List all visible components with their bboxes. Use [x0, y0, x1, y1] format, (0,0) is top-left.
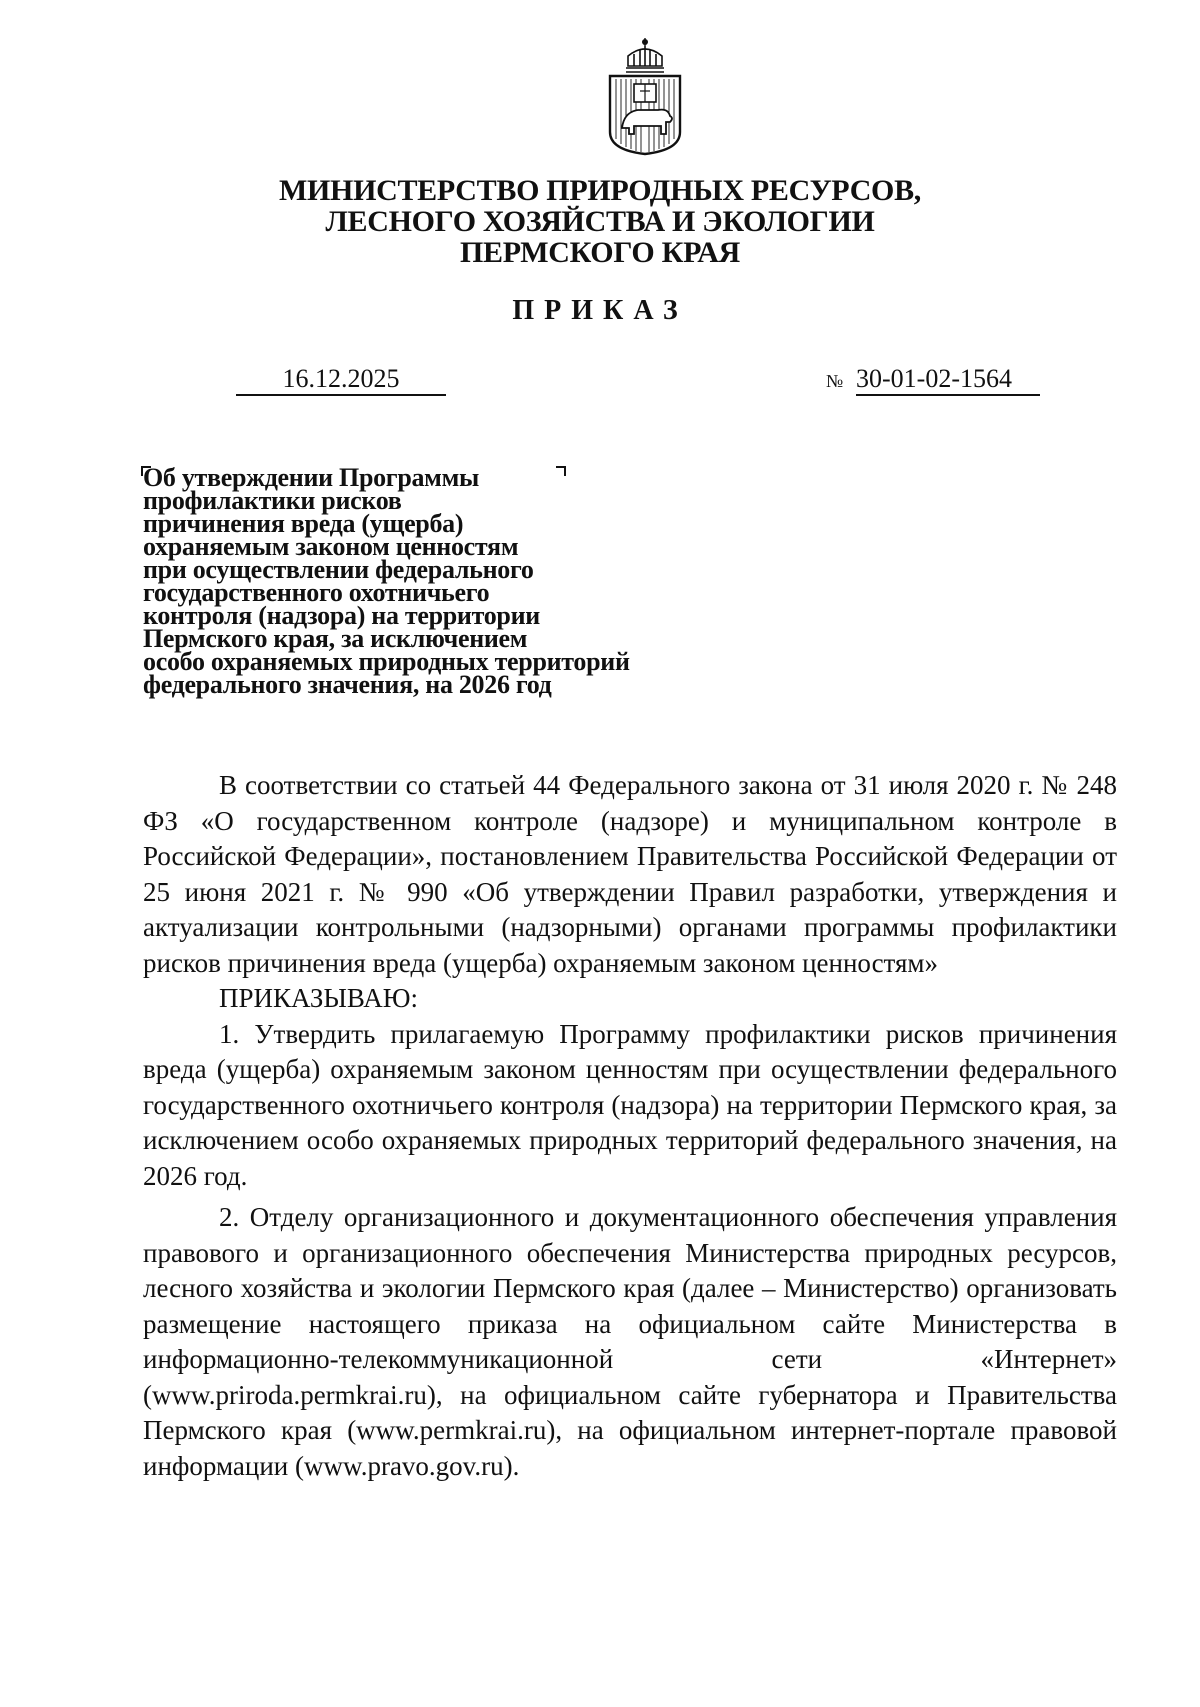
ministry-name-line: МИНИСТЕРСТВО ПРИРОДНЫХ РЕСУРСОВ, — [278, 174, 922, 207]
subject-line: особо охраняемых природных территорий — [143, 647, 630, 676]
order-item-2: 2. Отделу организационного и документационного обеспечения управления правового и организационного обеспечения Министерства природных ресурсов, лесного хозяйства и экологии Пермского края (далее – Министерство) организовать размещение настоящего приказа на официальном сайте Министерства в информационно-телекоммуникационной сети «Интернет» (www.priroda.permkrai.ru), на официальном сайте губернатора и Правительства Пермского края (www.permkrai.ru), на официальном интернет-портале правовой информации (www.pravo.gov.ru). — [143, 1202, 1117, 1481]
subject-line: причинения вреда (ущерба) — [143, 509, 464, 538]
subject-line: Пермского края, за исключением — [143, 624, 528, 653]
document-date: 16.12.2025 — [236, 364, 446, 396]
document-type-title: ПРИКАЗ — [512, 295, 688, 326]
subject-line: федерального значения, на 2026 год — [143, 670, 552, 699]
subject-line: при осуществлении федерального — [143, 555, 534, 584]
ministry-name-line: ЛЕСНОГО ХОЗЯЙСТВА И ЭКОЛОГИИ — [325, 205, 875, 238]
ministry-name-line: ПЕРМСКОГО КРАЯ — [460, 236, 740, 269]
subject-line: профилактики рисков — [143, 486, 402, 515]
subject-line: государственного охотничьего — [143, 578, 490, 607]
subject-line: охраняемым законом ценностям — [143, 532, 519, 561]
document-subject — [143, 463, 703, 699]
order-item-1: 1. Утвердить прилагаемую Программу профилактики рисков причинения вреда (ущерба) охраняемым законом ценностям при осуществлении федерального государственного охотничьего контроля (надзора) на территории Пермского края, за исключением особо охраняемых природных территорий федерального значения, на 2026 год. — [143, 1018, 1117, 1191]
number-sign: № — [826, 371, 844, 391]
subject-line: контроля (надзора) на территории — [143, 601, 540, 630]
ministry-name — [0, 175, 1200, 268]
document-number-value: 30-01-02-1564 — [856, 364, 1040, 396]
document-body — [143, 768, 1117, 1484]
order-word: ПРИКАЗЫВАЮ: — [219, 983, 418, 1013]
document-number — [826, 364, 1058, 396]
preamble-paragraph: В соответствии со статьей 44 Федерального закона от 31 июля 2020 г. № 248 ФЗ «О государственном контроле (надзоре) и муниципальном контроле в Российской Федерации», постановлением Правительства Российской Федерации от 25 июня 2021 г. № 990 «Об утверждении Правил разработки, утверждения и актуализации контрольными (надзорными) органами программы профилактики рисков причинения вреда (ущерба) охраняемым законом ценностям» — [143, 770, 1117, 978]
perm-krai-coat-of-arms-icon — [604, 36, 686, 156]
subject-line: Об утверждении Программы — [143, 463, 479, 492]
